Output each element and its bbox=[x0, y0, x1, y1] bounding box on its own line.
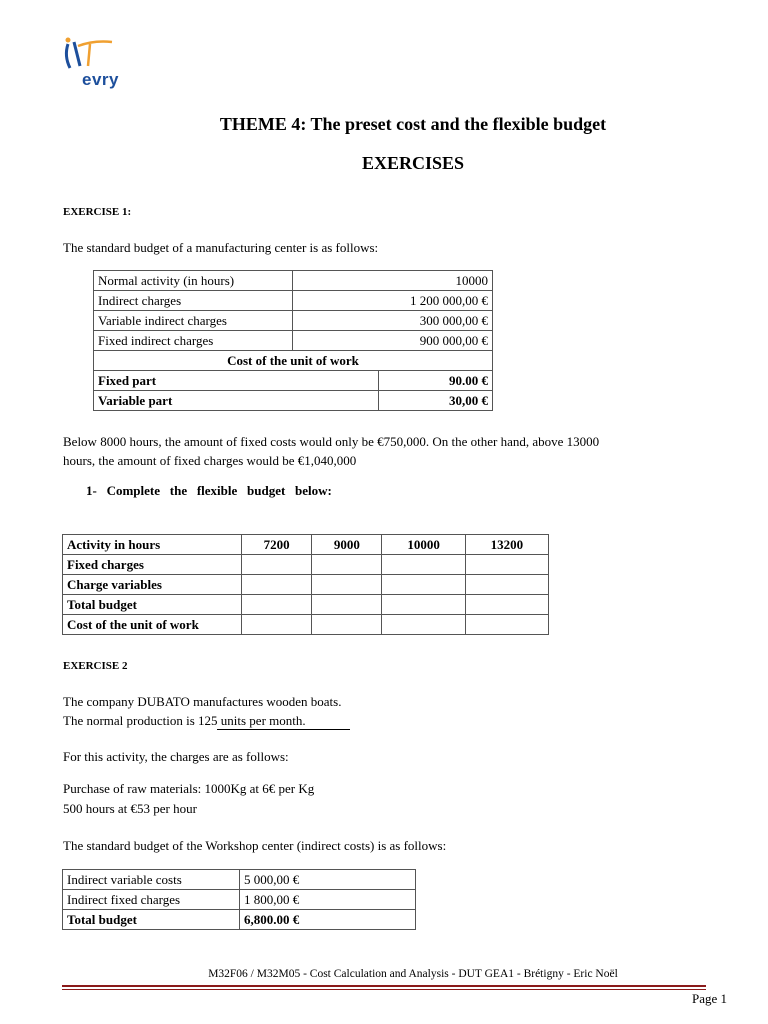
paragraph-line: Below 8000 hours, the amount of fixed costs would only be €750,000. On the other hand, above 13000 bbox=[63, 434, 600, 449]
underline bbox=[217, 729, 350, 730]
table-header: 9000 bbox=[312, 535, 382, 555]
table-cell: Indirect fixed charges bbox=[63, 890, 240, 910]
empty-cell bbox=[242, 575, 312, 595]
empty-cell bbox=[465, 595, 548, 615]
table-cell: 300 000,00 € bbox=[293, 311, 493, 331]
iut-evry-logo bbox=[60, 36, 130, 96]
table-row bbox=[94, 351, 493, 371]
paragraph-line: The company DUBATO manufactures wooden boats. bbox=[63, 694, 342, 709]
empty-cell bbox=[242, 555, 312, 575]
table-header: 13200 bbox=[465, 535, 548, 555]
table-row bbox=[94, 331, 493, 351]
table-row bbox=[63, 910, 416, 930]
empty-cell bbox=[312, 555, 382, 575]
empty-cell bbox=[382, 575, 465, 595]
empty-cell bbox=[465, 555, 548, 575]
empty-cell bbox=[465, 615, 548, 635]
table-row bbox=[63, 890, 416, 910]
table-row bbox=[94, 311, 493, 331]
table-cell: Variable part bbox=[94, 391, 379, 411]
table-cell: Total budget bbox=[63, 595, 242, 615]
table-row bbox=[63, 595, 549, 615]
table-cell: Fixed indirect charges bbox=[94, 331, 293, 351]
empty-cell bbox=[242, 595, 312, 615]
table-cell: Fixed charges bbox=[63, 555, 242, 575]
table-cell: Indirect variable costs bbox=[63, 870, 240, 890]
flexible-budget-table bbox=[62, 534, 549, 635]
empty-cell bbox=[382, 595, 465, 615]
paragraph-line: For this activity, the charges are as follows: bbox=[63, 749, 289, 764]
table-header: Activity in hours bbox=[63, 535, 242, 555]
table-row bbox=[94, 271, 493, 291]
table-row bbox=[63, 870, 416, 890]
table-row bbox=[94, 291, 493, 311]
empty-cell bbox=[312, 575, 382, 595]
logo-text: evry bbox=[82, 70, 119, 89]
table-header: 10000 bbox=[382, 535, 465, 555]
footer-rule bbox=[62, 989, 706, 990]
exercise-2-heading: EXERCISE 2 bbox=[63, 660, 128, 672]
table-cell: Fixed part bbox=[94, 371, 379, 391]
paragraph-line: 500 hours at €53 per hour bbox=[63, 801, 197, 816]
table-row bbox=[63, 575, 549, 595]
table-cell: Variable indirect charges bbox=[94, 311, 293, 331]
table-row bbox=[63, 615, 549, 635]
page-number: Page 1 bbox=[692, 991, 728, 1006]
paragraph-line: hours, the amount of fixed charges would be €1,040,000 bbox=[63, 453, 357, 468]
theme-title: THEME 4: The preset cost and the flexible budget bbox=[219, 114, 607, 134]
exercise-1-intro: The standard budget of a manufacturing center is as follows: bbox=[63, 240, 379, 255]
footer-text: M32F06 / M32M05 - Cost Calculation and Analysis - DUT GEA1 - Brétigny - Eric Noël bbox=[208, 968, 618, 980]
exercises-title: EXERCISES bbox=[361, 153, 465, 173]
table-cell: 90.00 € bbox=[379, 371, 493, 391]
unit-cost-header: Cost of the unit of work bbox=[94, 351, 493, 371]
workshop-budget-table bbox=[62, 869, 416, 930]
empty-cell bbox=[382, 555, 465, 575]
table-row bbox=[94, 391, 493, 411]
table-header-row bbox=[63, 535, 549, 555]
table-cell: Cost of the unit of work bbox=[63, 615, 242, 635]
table-cell: 10000 bbox=[293, 271, 493, 291]
question-1: 1- Complete the flexible budget below: bbox=[86, 483, 332, 498]
footer-rule bbox=[62, 985, 706, 987]
standard-budget-table bbox=[93, 270, 493, 411]
empty-cell bbox=[242, 615, 312, 635]
table-row bbox=[63, 555, 549, 575]
paragraph-line: Purchase of raw materials: 1000Kg at 6€ per Kg bbox=[63, 781, 315, 796]
table-row bbox=[94, 371, 493, 391]
table-header: 7200 bbox=[242, 535, 312, 555]
table-cell: Total budget bbox=[63, 910, 240, 930]
table-cell: 6,800.00 € bbox=[240, 910, 416, 930]
table-cell: 1 800,00 € bbox=[240, 890, 416, 910]
table-cell: 30,00 € bbox=[379, 391, 493, 411]
exercise-1-heading: EXERCISE 1: bbox=[63, 206, 132, 218]
table-cell: 5 000,00 € bbox=[240, 870, 416, 890]
table-cell: Charge variables bbox=[63, 575, 242, 595]
empty-cell bbox=[382, 615, 465, 635]
empty-cell bbox=[312, 595, 382, 615]
table-cell: 900 000,00 € bbox=[293, 331, 493, 351]
empty-cell bbox=[465, 575, 548, 595]
table-cell: Indirect charges bbox=[94, 291, 293, 311]
empty-cell bbox=[312, 615, 382, 635]
table-cell: Normal activity (in hours) bbox=[94, 271, 293, 291]
paragraph-line: The normal production is 125 units per month. bbox=[63, 713, 306, 728]
paragraph-line: The standard budget of the Workshop center (indirect costs) is as follows: bbox=[63, 838, 447, 853]
table-cell: 1 200 000,00 € bbox=[293, 291, 493, 311]
